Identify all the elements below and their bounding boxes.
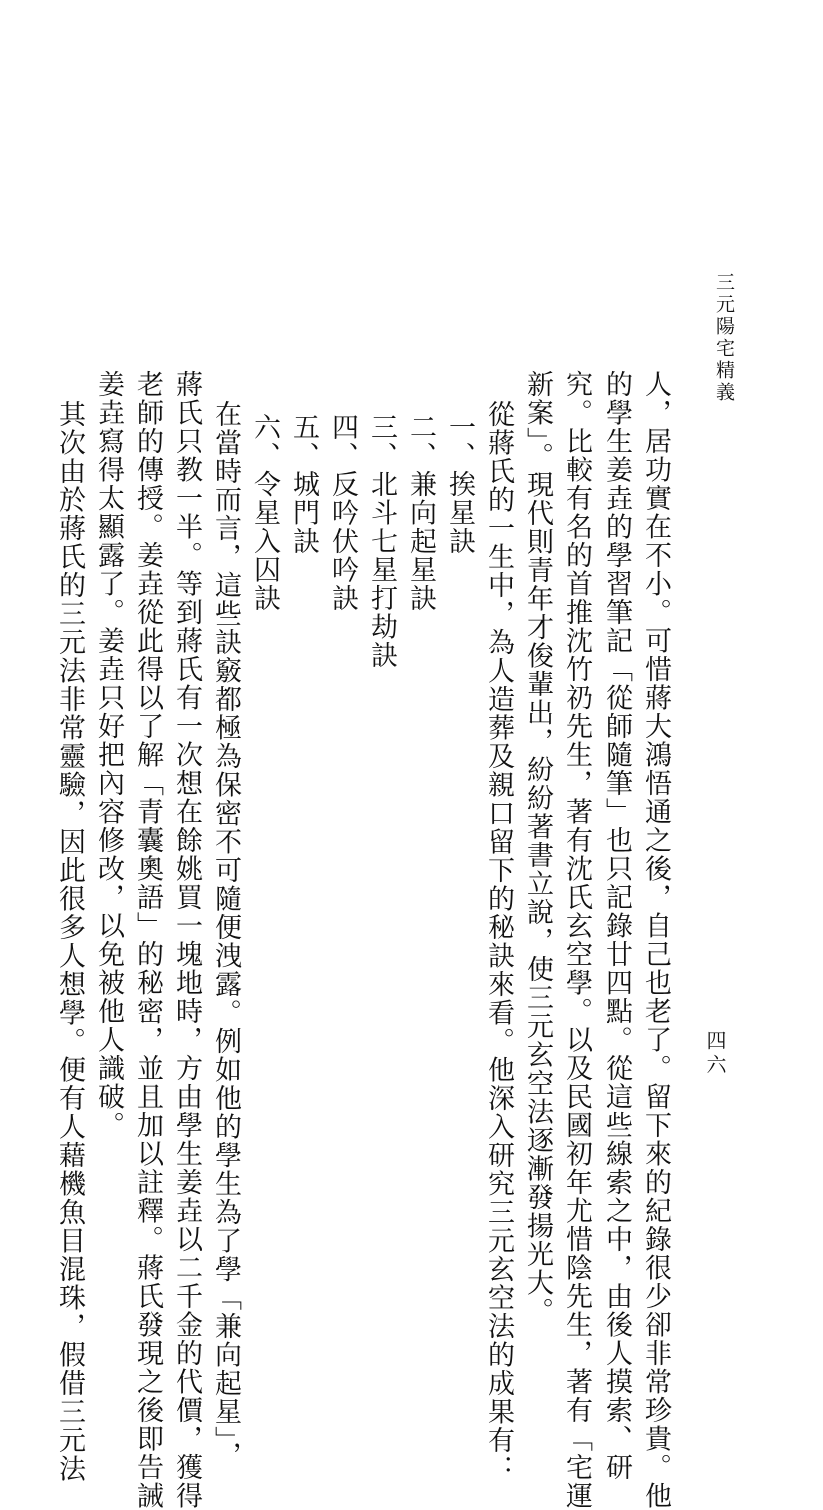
page-number: 四六	[703, 1030, 727, 1078]
text-column-15: 姜垚寫得太顯露了。姜垚只好把內容修改，以免被他人識破。	[93, 370, 124, 1140]
text-column-13: 蔣氏只教一半。等到蔣氏有一次想在餘姚買一塊地時，方由學生姜垚以二千金的代價，獲得	[171, 370, 202, 1510]
text-column-16: 其次由於蔣氏的三元法非常靈驗，因此很多人想學。便有人藉機魚目混珠，假借三元法	[54, 400, 85, 1483]
list-item-2: 二、兼向起星訣	[405, 413, 436, 613]
text-column-5: 從蔣氏的一生中，為人造葬及親口留下的秘訣來看。他深入研究三元玄空法的成果有：	[483, 400, 514, 1483]
list-item-5: 五、城門訣	[288, 413, 319, 556]
text-column-12: 在當時而言，這些訣竅都極為保密不可隨便洩露。例如他的學生為了學「兼向起星」，	[210, 400, 241, 1470]
text-column-1: 人，居功實在不小。可惜蔣大鴻悟通之後，自己也老了。留下來的紀錄很少卻非常珍貴。他	[640, 370, 671, 1510]
list-item-6: 六、令星入囚訣	[249, 413, 280, 613]
text-column-2: 的學生姜垚的學習筆記「從師隨筆」也只記錄廿四點。從這些線索之中，由後人摸索、研	[601, 370, 632, 1482]
list-item-4: 四、反吟伏吟訣	[327, 413, 358, 613]
running-header-title: 三元陽宅精義	[713, 272, 735, 404]
list-item-1: 一、挨星訣	[444, 413, 475, 556]
text-column-3: 究。比較有名的首推沈竹礽先生，著有沈氏玄空學。以及民國初年尤惜陰先生，著有「宅運	[561, 370, 592, 1510]
text-column-14: 老師的傳授。姜垚從此得以了解「青囊奧語」的秘密，並且加以註釋。蔣氏發現之後即告誡	[132, 370, 163, 1510]
text-column-4: 新案」。現代則青年才俊輩出，紛紛著書立說，使三元玄空法逐漸發揚光大。	[522, 370, 553, 1326]
list-item-3: 三、北斗七星打劫訣	[366, 413, 397, 670]
